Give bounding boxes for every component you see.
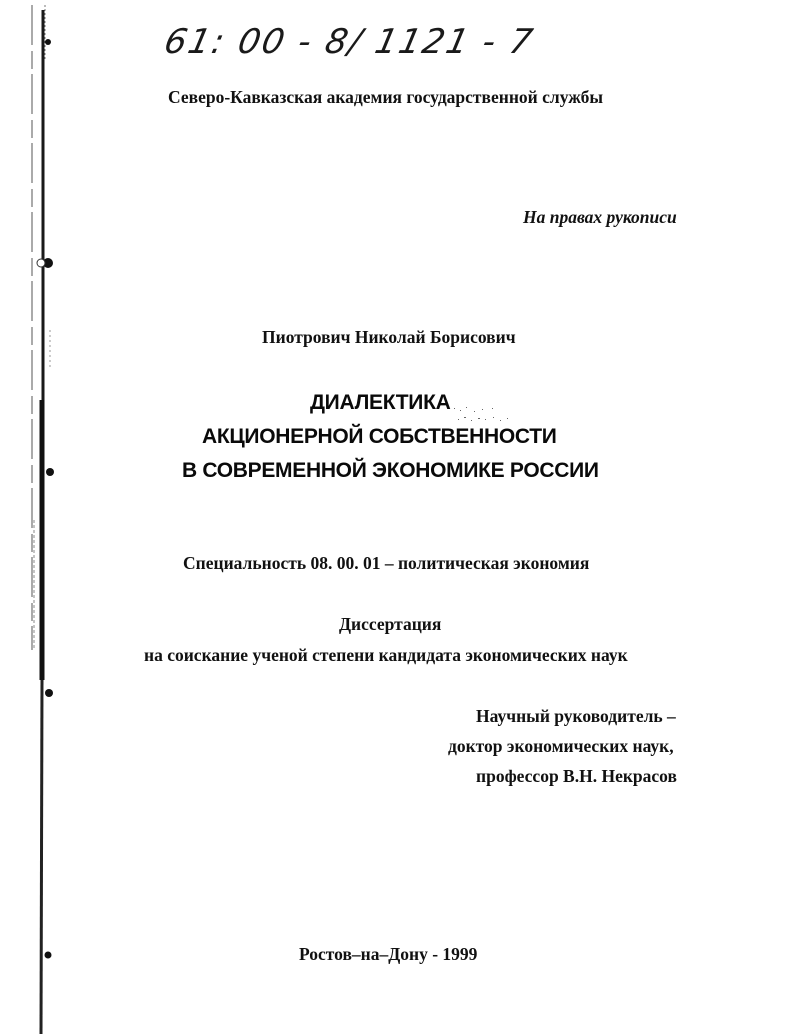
city-and-year: Ростов–на–Дону - 1999: [299, 944, 478, 964]
document-type: Диссертация: [339, 614, 442, 634]
title-line-1: ДИАЛЕКТИКА: [310, 391, 451, 414]
title-line-2: АКЦИОНЕРНОЙ СОБСТВЕННОСТИ: [202, 425, 557, 448]
scan-binding-edge: [0, 0, 80, 1034]
institution-name: Северо-Кавказская академия государственной службы: [168, 87, 604, 107]
supervisor-degree: доктор экономических наук,: [448, 736, 674, 756]
specialty: Специальность 08. 00. 01 – политическая экономия: [183, 553, 590, 573]
title-line-3: В СОВРЕМЕННОЙ ЭКОНОМИКЕ РОССИИ: [182, 459, 599, 482]
author-name: Пиотрович Николай Борисович: [262, 327, 516, 347]
scan-noise: [452, 405, 532, 427]
supervisor-label: Научный руководитель –: [476, 706, 676, 726]
rights-notice: На правах рукописи: [523, 207, 677, 227]
supervisor-name: профессор В.Н. Некрасов: [476, 766, 677, 786]
archive-call-number: 61: 00 - 8/ 1121 - 7: [160, 22, 538, 62]
degree-description: на соискание ученой степени кандидата экономических наук: [144, 645, 628, 665]
